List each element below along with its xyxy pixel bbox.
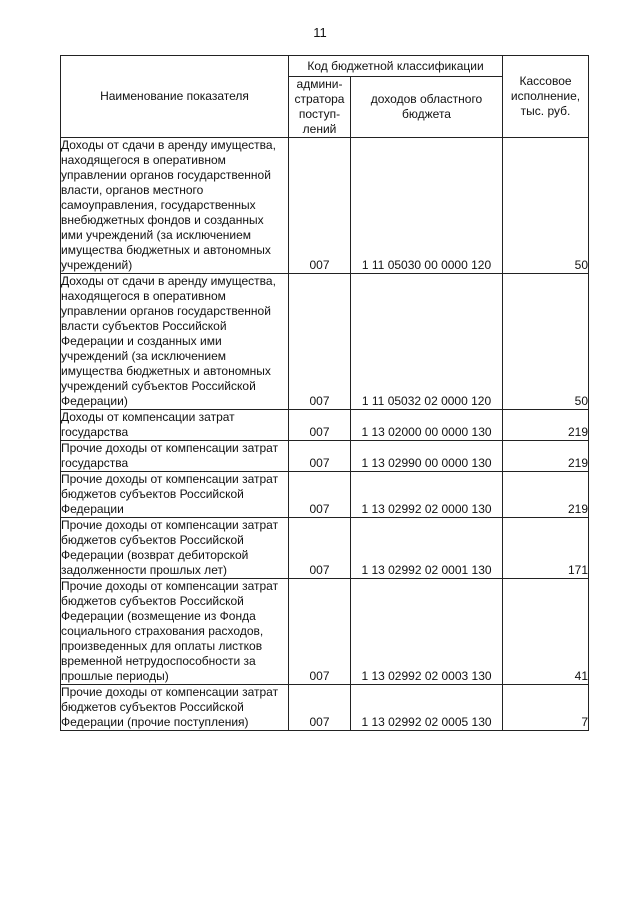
row-name: Прочие доходы от компенсации затрат государства xyxy=(61,441,289,472)
row-income-code: 1 11 05032 02 0000 120 xyxy=(351,274,503,410)
row-admin-code: 007 xyxy=(289,410,351,441)
row-admin-code: 007 xyxy=(289,274,351,410)
row-admin-code: 007 xyxy=(289,472,351,518)
table-row xyxy=(61,579,589,685)
table-row xyxy=(61,441,589,472)
row-name: Прочие доходы от компенсации затрат бюджетов субъектов Российской Федерации (прочие поступления) xyxy=(61,685,289,731)
row-amount: 219 xyxy=(503,441,589,472)
table-row xyxy=(61,685,589,731)
row-amount: 171 xyxy=(503,518,589,579)
row-amount: 50 xyxy=(503,138,589,274)
row-name: Доходы от сдачи в аренду имущества, находящегося в оперативном управлении органов государственной власти, органов местного самоуправления, государственных внебюджетных фондов и созданных ими учреждений (за исключением имущества бюджетных и автономных учреждений) xyxy=(61,138,289,274)
row-name: Доходы от сдачи в аренду имущества, находящегося в оперативном управлении органов государственной власти субъектов Российской Федерации и созданных ими учреждений (за исключением имущества бюджетных и автономных учреждений субъектов Российской Федерации) xyxy=(61,274,289,410)
row-name: Доходы от компенсации затрат государства xyxy=(61,410,289,441)
row-admin-code: 007 xyxy=(289,685,351,731)
page-number: 11 xyxy=(313,25,327,40)
row-admin-code: 007 xyxy=(289,138,351,274)
header-administrator: админи-стратора поступ-лений xyxy=(289,77,351,138)
row-admin-code: 007 xyxy=(289,441,351,472)
row-income-code: 1 13 02990 00 0000 130 xyxy=(351,441,503,472)
header-income-code: доходов областного бюджета xyxy=(351,77,503,138)
row-admin-code: 007 xyxy=(289,518,351,579)
row-amount: 219 xyxy=(503,410,589,441)
row-income-code: 1 13 02992 02 0000 130 xyxy=(351,472,503,518)
row-amount: 50 xyxy=(503,274,589,410)
row-income-code: 1 13 02000 00 0000 130 xyxy=(351,410,503,441)
row-admin-code: 007 xyxy=(289,579,351,685)
row-amount: 7 xyxy=(503,685,589,731)
table-row xyxy=(61,472,589,518)
table-row xyxy=(61,138,589,274)
row-amount: 219 xyxy=(503,472,589,518)
table-row xyxy=(61,518,589,579)
row-name: Прочие доходы от компенсации затрат бюджетов субъектов Российской Федерации (возврат дебиторской задолженности прошлых лет) xyxy=(61,518,289,579)
header-classification-code: Код бюджетной классификации xyxy=(289,56,503,77)
row-income-code: 1 13 02992 02 0005 130 xyxy=(351,685,503,731)
row-income-code: 1 13 02992 02 0003 130 xyxy=(351,579,503,685)
table-row xyxy=(61,410,589,441)
header-cash-execution: Кассовое исполнение, тыс. руб. xyxy=(503,56,589,138)
row-amount: 41 xyxy=(503,579,589,685)
row-income-code: 1 13 02992 02 0001 130 xyxy=(351,518,503,579)
row-name: Прочие доходы от компенсации затрат бюджетов субъектов Российской Федерации (возмещение из Фонда социального страхования расходов, произведенных для оплаты листков временной нетрудоспособности за прошлые периоды) xyxy=(61,579,289,685)
table-row xyxy=(61,274,589,410)
budget-classification-table xyxy=(60,55,589,731)
row-income-code: 1 11 05030 00 0000 120 xyxy=(351,138,503,274)
row-name: Прочие доходы от компенсации затрат бюджетов субъектов Российской Федерации xyxy=(61,472,289,518)
header-indicator-name: Наименование показателя xyxy=(61,56,289,138)
